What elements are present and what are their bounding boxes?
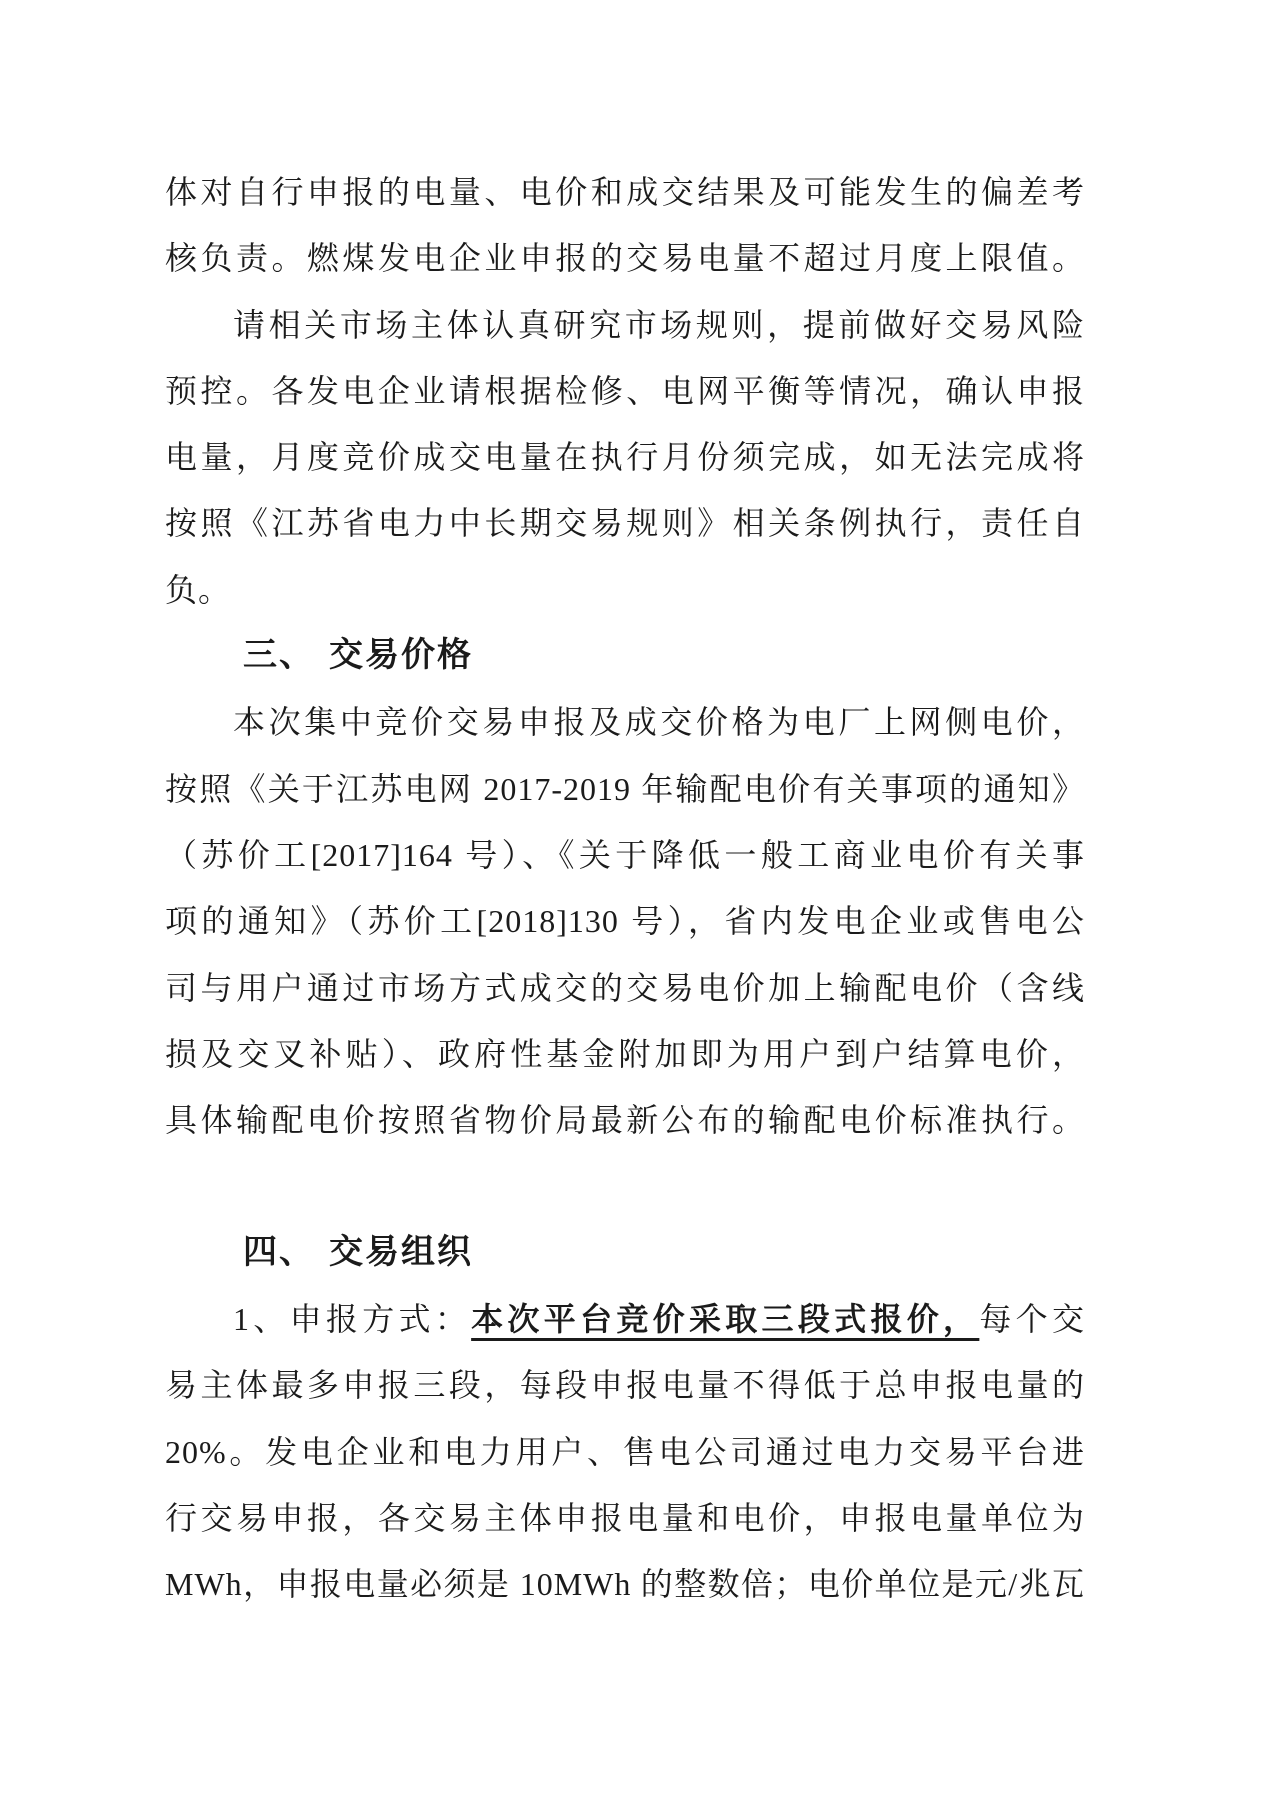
body-line: 请相关市场主体认真研究市场规则，提前做好交易风险	[233, 306, 1085, 343]
body-line-mixed	[165, 1286, 1085, 1352]
section-title: 交易组织	[329, 1233, 473, 1271]
blank-line	[165, 1153, 1085, 1219]
body-line: 易主体最多申报三段，每段申报电量不得低于总申报电量的	[165, 1367, 1085, 1404]
section-number: 四、	[243, 1233, 315, 1271]
body-text: 1、申报方式：	[233, 1301, 472, 1338]
body-line: 项的通知》（苏价工[2018]130 号），省内发电企业或售电公	[165, 903, 1085, 940]
section-heading-trade-organization	[243, 1220, 1085, 1286]
body-line: 按照《江苏省电力中长期交易规则》相关条例执行，责任自	[165, 505, 1085, 542]
body-line: 核负责。燃煤发电企业申报的交易电量不超过月度上限值。	[165, 240, 1085, 277]
emphasized-underlined-text: 本次平台竞价采取三段式报价，	[471, 1301, 980, 1338]
body-line: 负。	[165, 571, 232, 608]
body-text: 每个交	[979, 1301, 1085, 1338]
section-number: 三、	[243, 637, 315, 675]
body-line: MWh，申报电量必须是 10MWh 的整数倍；电价单位是元/兆瓦	[165, 1566, 1085, 1603]
body-line: 具体输配电价按照省物价局最新公布的输配电价标准执行。	[165, 1102, 1085, 1139]
body-line: 行交易申报，各交易主体申报电量和电价，申报电量单位为	[165, 1499, 1085, 1536]
body-line: 本次集中竞价交易申报及成交价格为电厂上网侧电价，	[233, 704, 1085, 741]
body-line: 体对自行申报的电量、电价和成交结果及可能发生的偏差考	[165, 174, 1085, 210]
section-title: 交易价格	[329, 637, 473, 675]
body-line: 20%。发电企业和电力用户、售电公司通过电力交易平台进	[165, 1433, 1085, 1470]
section-heading-trade-price	[243, 623, 1085, 689]
body-line: 损及交叉补贴）、政府性基金附加即为用户到户结算电价，	[165, 1035, 1085, 1072]
document-body	[165, 159, 1085, 1618]
body-line: 按照《关于江苏电网 2017-2019 年输配电价有关事项的通知》	[165, 770, 1085, 807]
body-line: 预控。各发电企业请根据检修、电网平衡等情况，确认申报	[165, 372, 1085, 409]
body-line: （苏价工[2017]164 号）、《关于降低一般工商业电价有关事	[165, 836, 1085, 873]
body-line: 电量，月度竞价成交电量在执行月份须完成，如无法完成将	[165, 439, 1085, 476]
body-line: 司与用户通过市场方式成交的交易电价加上输配电价（含线	[165, 969, 1085, 1006]
